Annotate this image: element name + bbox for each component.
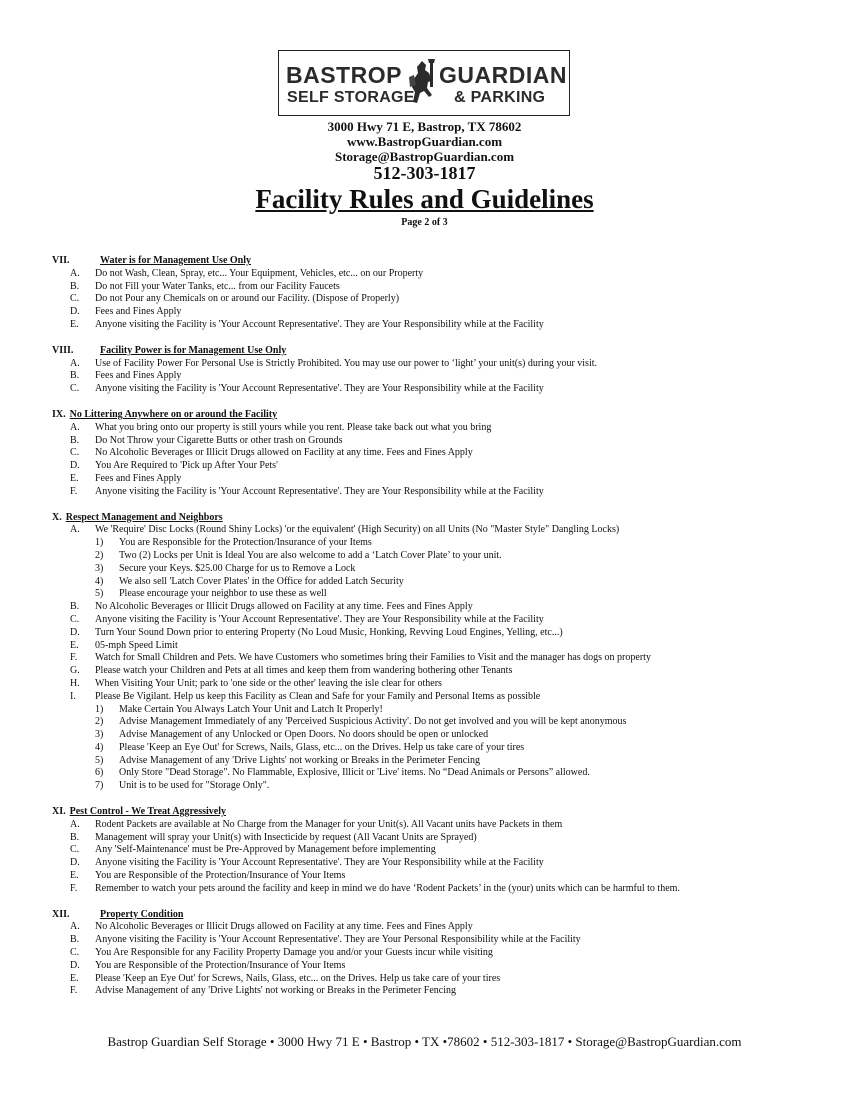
rule-subitem-number: 1) [95,537,104,549]
rule-item [52,844,842,857]
rule-item-text: Anyone visiting the Facility is 'Your Account Representative'. They are Your Responsibility while at the Facility [95,383,544,395]
rule-item-letter: A. [70,818,80,830]
rule-item-text: We 'Require' Disc Locks (Round Shiny Locks) 'or the equivalent' (High Security) on all Units (No "Master Style" Dangling Locks) [95,524,620,536]
page-footer: Bastrop Guardian Self Storage • 3000 Hwy 71 E • Bastrop • TX •78602 • 512-303-1817 • Storage@BastropGuardian.com [107,1034,742,1049]
header-phone: 512-303-1817 [373,163,476,183]
header-address: 3000 Hwy 71 E, Bastrop, TX 78602 [327,119,522,134]
rule-item-letter: E. [70,870,79,882]
header-email: Storage@BastropGuardian.com [334,149,515,164]
rule-item-letter: D. [70,306,80,318]
section-heading [52,255,842,268]
rule-item-letter: A. [70,421,80,433]
rule-subitem-text: Advise Management of any 'Drive Lights' not working or Breaks in the Perimeter Fencing [119,754,481,766]
rule-subitem [52,588,842,601]
rule-item-letter: C. [70,947,80,959]
rule-item [52,268,842,281]
section-heading [52,345,842,358]
rule-subitem [52,742,842,755]
rule-item [52,281,842,294]
rule-subitem [52,767,842,780]
rule-item [52,422,842,435]
rule-item-letter: F. [70,985,78,997]
rule-item [52,947,842,960]
rule-item [52,934,842,947]
rule-section [52,806,842,896]
section-title: Property Condition [100,908,184,920]
rule-item-text: Fees and Fines Apply [95,370,182,382]
logo-text-self-storage: SELF STORAGE [287,89,415,106]
rule-item-letter: I. [70,690,76,702]
rule-item-text: No Alcoholic Beverages or Illicit Drugs allowed on Facility at any time. Fees and Fines Apply [95,921,473,933]
rule-item [52,447,842,460]
rule-item-text: What you bring onto our property is still yours while you rent. Please take back out what you bring [95,421,492,433]
rule-subitem [52,537,842,550]
rule-subitem-text: Advise Management of any Unlocked or Open Doors. No doors should be open or unlocked [119,729,489,741]
rule-subitem-text: Unit is to be used for "Storage Only". [119,780,270,792]
rule-item-letter: D. [70,959,80,971]
rule-item-text: Any 'Self-Maintenance' must be Pre-Approved by Management before implementing [95,844,436,856]
rule-subitem-text: Two (2) Locks per Unit is Ideal You are also welcome to add a ‘Latch Cover Plate’ to your unit. [119,549,502,561]
rule-item-text: Anyone visiting the Facility is 'Your Account Representative'. They are Your Responsibility while at the Facility [95,318,544,330]
rule-item-text: Anyone visiting the Facility is 'Your Account Representative'. They are Your Responsibility while at the Facility [95,857,544,869]
section-heading [52,806,842,819]
rule-item-text: Do not Pour any Chemicals on or around our Facility. (Dispose of Properly) [95,293,400,305]
rule-item [52,293,842,306]
rule-item [52,524,842,537]
rule-item [52,370,842,383]
rule-item-text: Use of Facility Power For Personal Use is Strictly Prohibited. You may use our power to ‘light’ your unit(s) during your visit. [95,357,597,369]
rule-item-text: Rodent Packets are available at No Charge from the Manager for your Unit(s). All Vacant units have Packets in them [95,818,563,830]
rule-item [52,985,842,998]
rule-item-letter: C. [70,293,80,305]
rule-section [52,409,842,499]
logo-text-parking: & PARKING [454,89,546,106]
rule-item-text: You Are Responsible for any Facility Property Damage you and/or your Guests incur while visiting [95,947,493,959]
rule-subitem-number: 5) [95,588,104,600]
rule-subitem-number: 2) [95,549,104,561]
rule-item [52,665,842,678]
rule-item [52,819,842,832]
rule-item-letter: B. [70,934,80,946]
section-heading [52,409,842,422]
rule-item [52,921,842,934]
rule-item-text: Anyone visiting the Facility is 'Your Account Representative'. They are Your Personal Responsibility while at the Facility [95,934,581,946]
rule-item-text: Advise Management of any 'Drive Lights' not working or Breaks in the Perimeter Fencing [95,985,457,997]
rule-item-text: Turn Your Sound Down prior to entering Property (No Loud Music, Honking, Revving Loud Engines, Yelling, etc...) [95,626,563,638]
rule-item [52,870,842,883]
rule-item-text: Do not Fill your Water Tanks, etc... from our Facility Faucets [95,280,340,292]
rule-item-letter: A. [70,267,80,279]
rule-item-letter: F. [70,485,78,497]
rule-subitem-number: 3) [95,729,104,741]
rule-item-letter: C. [70,447,80,459]
rule-item-letter: A. [70,524,80,536]
section-number: IX. [52,408,66,420]
rule-item-letter: B. [70,280,80,292]
rule-subitem-number: 2) [95,716,104,728]
section-title: No Littering Anywhere on or around the Facility [69,408,278,420]
rule-subitem [52,550,842,563]
rule-subitem-number: 5) [95,754,104,766]
rule-item-letter: H. [70,677,80,689]
section-heading [52,909,842,922]
rule-item-letter: C. [70,383,80,395]
rule-item [52,614,842,627]
rule-item [52,460,842,473]
rule-section [52,345,842,396]
rule-item-letter: F. [70,882,78,894]
rule-item-text: Remember to watch your pets around the facility and keep in mind we do have ‘Rodent Packets’ in the (your) units which can be harmful to them. [95,882,680,894]
rule-subitem-text: Please 'Keep an Eye Out' for Screws, Nails, Glass, etc... on the Drives. Help us take care of your tires [119,741,525,753]
rule-item-letter: B. [70,370,80,382]
rule-item-text: Watch for Small Children and Pets. We have Customers who sometimes bring their Families to Visit and the manager has dogs on property [95,652,651,664]
rule-item-letter: D. [70,857,80,869]
rule-item-letter: C. [70,613,80,625]
rule-item-letter: A. [70,921,80,933]
rule-item-text: You are Responsible of the Protection/Insurance of Your Items [95,870,346,882]
rule-subitem [52,563,842,576]
rule-item-letter: E. [70,318,79,330]
rule-item-text: No Alcoholic Beverages or Illicit Drugs allowed on Facility at any time. Fees and Fines Apply [95,601,473,613]
rule-subitem [52,716,842,729]
section-number: XII. [52,908,70,920]
rule-item [52,319,842,332]
rule-item-letter: D. [70,626,80,638]
rule-item [52,832,842,845]
rule-item-text: Anyone visiting the Facility is 'Your Account Representative'. They are Your Responsibility while at the Facility [95,613,544,625]
rule-item-text: When Visiting Your Unit; park to 'one side or the other' leaving the isle clear for others [95,677,442,689]
logo-text-guardian: GUARDIAN [439,62,567,88]
rule-item-letter: C. [70,844,80,856]
rule-subitem-number: 1) [95,703,104,715]
logo-text-bastrop: BASTROP [286,62,402,88]
rule-subitem [52,576,842,589]
section-title: Pest Control - We Treat Aggressively [69,806,226,818]
rule-subitem [52,704,842,717]
rule-item [52,678,842,691]
rule-item-text: Do not Wash, Clean, Spray, etc... Your Equipment, Vehicles, etc... on our Property [95,267,424,279]
rule-item-text: You are Responsible of the Protection/Insurance of Your Items [95,959,346,971]
rule-subitem-text: We also sell 'Latch Cover Plates' in the Office for added Latch Security [119,575,404,587]
rule-item [52,473,842,486]
rule-subitem-text: You are Responsible for the Protection/Insurance of your Items [119,537,372,549]
rule-item [52,383,842,396]
rule-item-letter: E. [70,639,79,651]
section-title: Respect Management and Neighbors [65,511,223,523]
rule-section [52,909,842,999]
rule-subitem-text: Make Certain You Always Latch Your Unit and Latch It Properly! [119,703,383,715]
rule-item-text: Anyone visiting the Facility is 'Your Account Representative'. They are Your Responsibility while at the Facility [95,485,544,497]
rule-item [52,652,842,665]
rule-item-letter: A. [70,357,80,369]
rule-subitem-number: 7) [95,780,104,792]
rule-item [52,627,842,640]
rule-subitem-number: 4) [95,575,104,587]
rule-subitem-text: Please encourage your neighbor to use these as well [119,588,327,600]
rule-subitem-number: 6) [95,767,104,779]
rule-subitem [52,780,842,793]
rule-item [52,640,842,653]
rule-item-text: Please watch your Children and Pets at all times and keep them from wandering bothering other Tenants [95,665,513,677]
rule-subitem [52,755,842,768]
rule-item [52,601,842,614]
rule-item-letter: E. [70,972,79,984]
rules-list [52,255,842,1011]
section-heading [52,512,842,525]
rule-item [52,883,842,896]
rule-subitem-text: Only Store "Dead Storage". No Flammable, Explosive, Illicit or 'Live' items. No “Dead Animals or Persons” allowed. [119,767,590,779]
rule-item [52,435,842,448]
rule-section [52,255,842,332]
page-title: Facility Rules and Guidelines [255,184,594,214]
section-number: VIII. [52,344,74,356]
rule-item [52,306,842,319]
rule-item-text: Please 'Keep an Eye Out' for Screws, Nails, Glass, etc... on the Drives. Help us take care of your tires [95,972,501,984]
rule-item-text: No Alcoholic Beverages or Illicit Drugs allowed on Facility at any time. Fees and Fines Apply [95,447,473,459]
rule-item-letter: E. [70,472,79,484]
section-title: Water is for Management Use Only [100,255,252,266]
company-logo [278,50,570,116]
rule-subitem-text: Advise Management Immediately of any 'Perceived Suspicious Activity'. Do not get involved and you will be kept anonymous [119,716,627,728]
rule-subitem-text: Secure your Keys. $25.00 Charge for us to Remove a Lock [119,562,356,574]
rule-section [52,512,842,794]
rule-item-text: Please Be Vigilant. Help us keep this Facility as Clean and Safe for your Family and Personal Items as possible [95,690,541,702]
rule-item [52,358,842,371]
rule-item-letter: D. [70,460,80,472]
rule-item-text: 05-mph Speed Limit [95,639,178,651]
rule-item [52,486,842,499]
rule-item [52,857,842,870]
rule-item-letter: G. [70,665,80,677]
rule-item-text: You Are Required to 'Pick up After Your Pets' [95,460,278,472]
section-number: XI. [52,806,66,818]
rule-item-text: Fees and Fines Apply [95,306,182,318]
rule-item-text: Do Not Throw your Cigarette Butts or other trash on Grounds [95,434,343,446]
rule-subitem-number: 4) [95,741,104,753]
rule-item-text: Fees and Fines Apply [95,472,182,484]
rule-item-letter: B. [70,434,80,446]
rule-item-letter: B. [70,831,80,843]
rule-subitem [52,729,842,742]
section-number: VII. [52,255,70,266]
rule-item-text: Management will spray your Unit(s) with Insecticide by request (All Vacant Units are Sprayed) [95,831,477,843]
rule-item [52,691,842,704]
section-title: Facility Power is for Management Use Only [100,344,287,356]
rule-subitem-number: 3) [95,562,104,574]
rule-item [52,960,842,973]
rule-item-letter: F. [70,652,78,664]
page-number: Page 2 of 3 [401,217,448,228]
rule-item-letter: B. [70,601,80,613]
rule-item [52,973,842,986]
section-number: X. [52,511,62,523]
header-website: www.BastropGuardian.com [346,134,503,149]
